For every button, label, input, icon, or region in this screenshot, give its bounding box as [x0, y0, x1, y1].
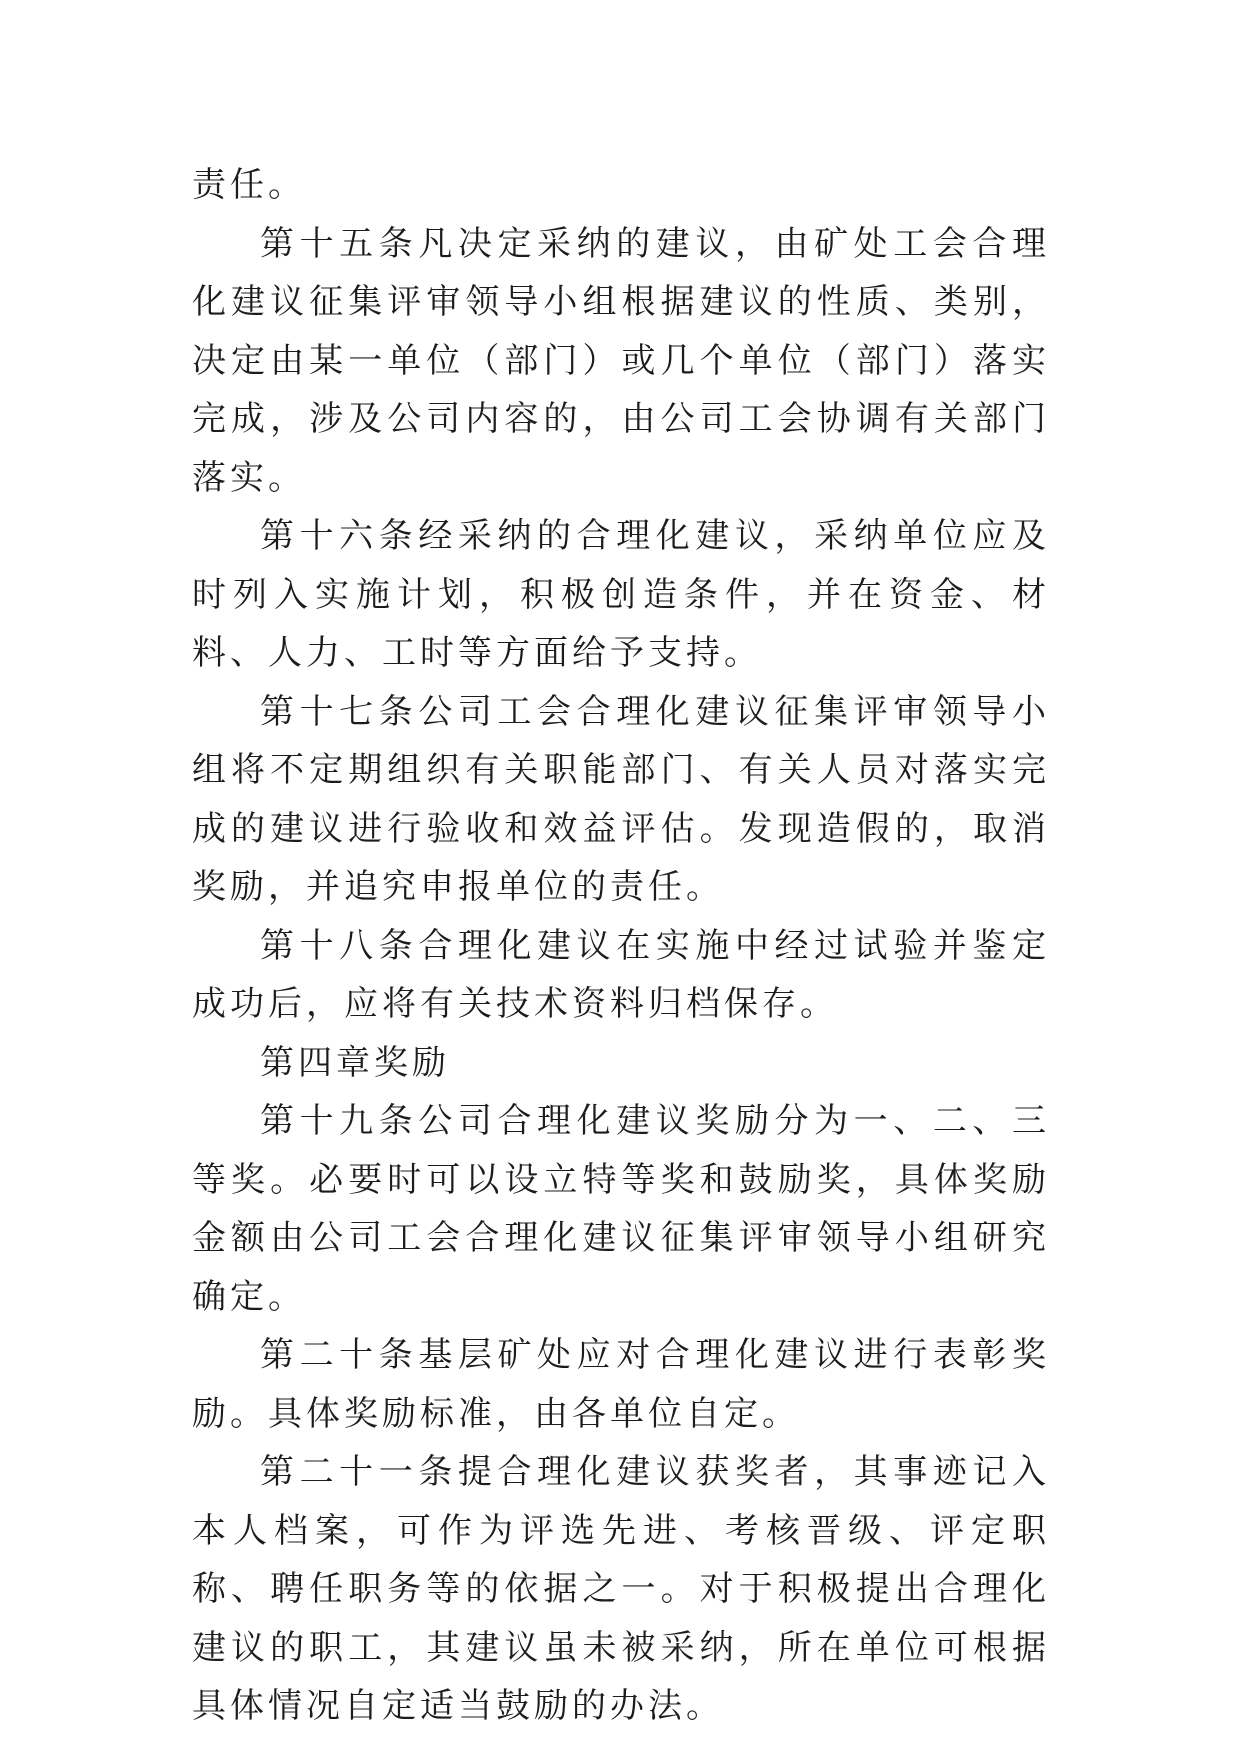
chapter-heading: 第四章奖励 — [260, 1042, 450, 1083]
paragraph-article-18: 第十八条合理化建议在实施中经过试验并鉴定成功后，应将有关技术资料归档保存。 — [192, 925, 1050, 1024]
document-body — [192, 156, 1050, 1736]
paragraph-article-21: 第二十一条提合理化建议获奖者，其事迹记入本人档案，可作为评选先进、考核晋级、评定职称、聘任职务等的依据之一。对于积极提出合理化建议的职工，其建议虽未被采纳，所在单位可根据具体情况自定适当鼓励的办法。 — [192, 1452, 1050, 1726]
paragraph-article-16: 第十六条经采纳的合理化建议，采纳单位应及时列入实施计划，积极创造条件，并在资金、材料、人力、工时等方面给予支持。 — [192, 516, 1050, 673]
paragraph-continuation: 责任。 — [192, 165, 306, 205]
paragraph-article-15: 第十五条凡决定采纳的建议，由矿处工会合理化建议征集评审领导小组根据建议的性质、类别，决定由某一单位（部门）或几个单位（部门）落实完成，涉及公司内容的，由公司工会协调有关部门落实。 — [192, 223, 1050, 498]
paragraph-article-20: 第二十条基层矿处应对合理化建议进行表彰奖励。具体奖励标准，由各单位自定。 — [192, 1335, 1050, 1434]
paragraph-article-17: 第十七条公司工会合理化建议征集评审领导小组将不定期组织有关职能部门、有关人员对落实完成的建议进行验收和效益评估。发现造假的，取消奖励，并追究申报单位的责任。 — [192, 691, 1050, 907]
paragraph-article-19: 第十九条公司合理化建议奖励分为一、二、三等奖。必要时可以设立特等奖和鼓励奖，具体奖励金额由公司工会合理化建议征集评审领导小组研究确定。 — [192, 1101, 1050, 1317]
